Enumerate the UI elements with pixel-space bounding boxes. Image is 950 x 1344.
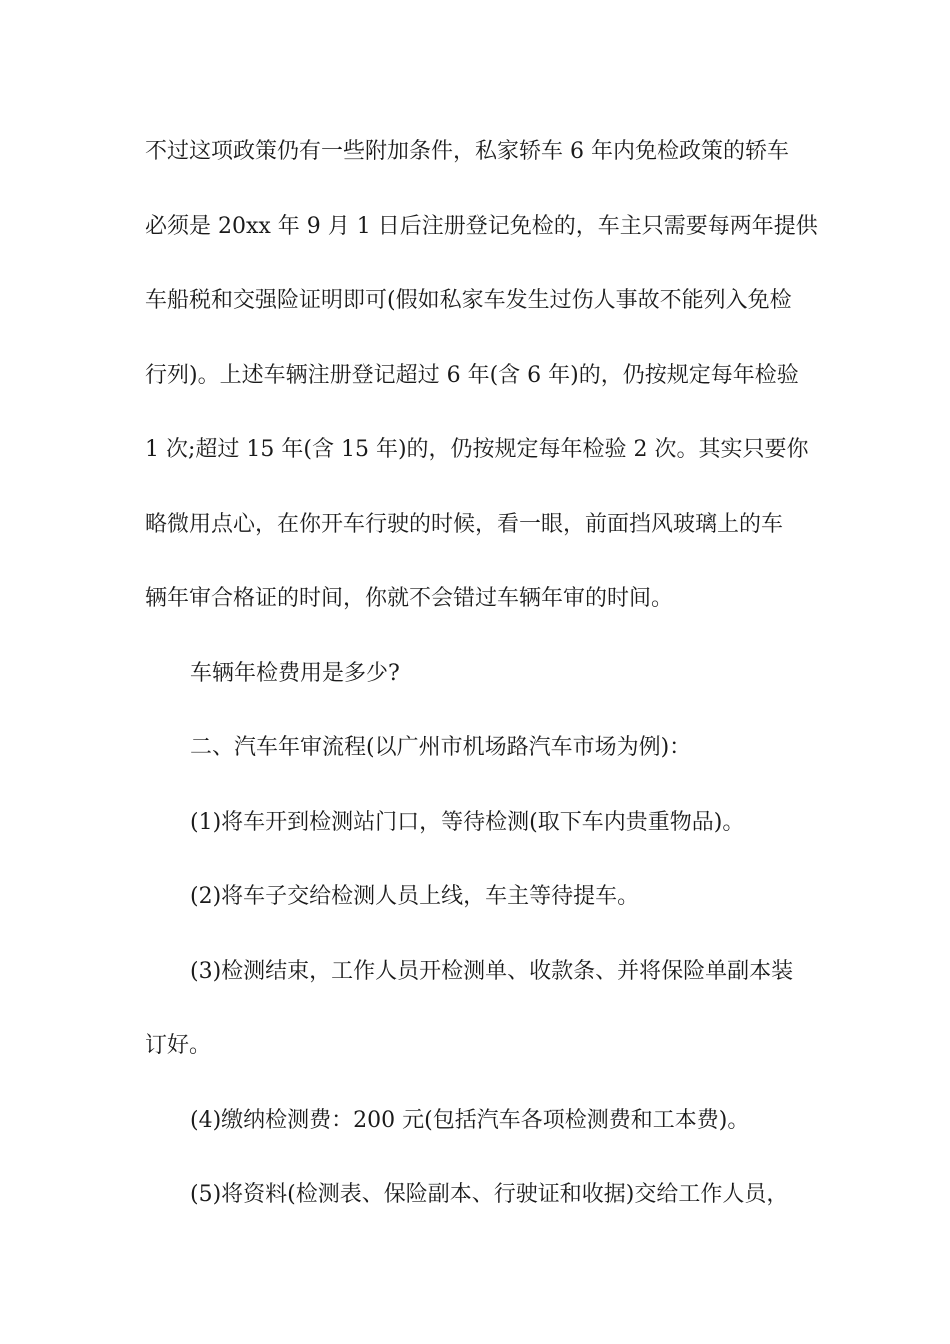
paragraph-line: 必须是 20xx 年 9 月 1 日后注册登记免检的，车主只需要每两年提供 bbox=[145, 214, 818, 239]
paragraph-line: 行列)。上述车辆注册登记超过 6 年(含 6 年)的，仍按规定每年检验 bbox=[145, 363, 799, 388]
paragraph-line: 车船税和交强险证明即可(假如私家车发生过伤人事故不能列入免检 bbox=[145, 288, 792, 313]
list-item: (2)将车子交给检测人员上线，车主等待提车。 bbox=[190, 884, 640, 909]
list-item: (4)缴纳检测费：200 元(包括汽车各项检测费和工本费)。 bbox=[190, 1108, 750, 1133]
list-item: (5)将资料(检测表、保险副本、行驶证和收据)交给工作人员， bbox=[190, 1182, 789, 1207]
paragraph-line: 不过这项政策仍有一些附加条件，私家轿车 6 年内免检政策的轿车 bbox=[145, 139, 789, 164]
list-item-continuation: 订好。 bbox=[145, 1033, 212, 1058]
paragraph-line: 略微用点心，在你开车行驶的时候，看一眼，前面挡风玻璃上的车 bbox=[145, 512, 784, 537]
paragraph-line: 辆年审合格证的时间，你就不会错过车辆年审的时间。 bbox=[145, 586, 674, 611]
section-heading: 二、汽车年审流程(以广州市机场路汽车市场为例)： bbox=[190, 735, 692, 760]
list-item: (1)将车开到检测站门口，等待检测(取下车内贵重物品)。 bbox=[190, 810, 745, 835]
section-question: 车辆年检费用是多少? bbox=[190, 661, 400, 686]
list-item: (3)检测结束，工作人员开检测单、收款条、并将保险单副本装 bbox=[190, 959, 794, 984]
paragraph-line: 1 次;超过 15 年(含 15 年)的，仍按规定每年检验 2 次。其实只要你 bbox=[145, 437, 809, 462]
